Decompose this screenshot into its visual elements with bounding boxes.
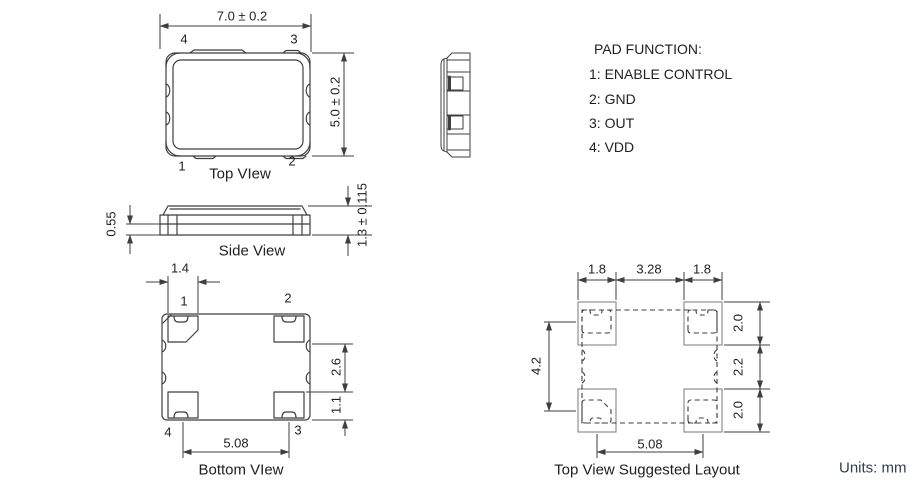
side-view-total-height-dimension: 1.3 ± 0.115 (354, 183, 370, 247)
pad-function-item-gnd: 2: GND (589, 91, 636, 107)
layout-center-span-y-dimension: 4.2 (528, 356, 544, 376)
top-view-width-dimension: 7.0 ± 0.2 (216, 8, 268, 24)
bottom-view-pad4-label: 4 (164, 424, 172, 440)
bottom-view-pad3-label: 3 (294, 422, 302, 438)
layout-land-pads (578, 302, 722, 432)
end-view-outline (441, 53, 470, 157)
top-view-pad1-label: 1 (178, 158, 186, 174)
pad-function-title: PAD FUNCTION: (594, 41, 702, 57)
top-view-height-dimension: 5.0 ± 0.2 (327, 76, 343, 128)
bottom-view-pad1-label: 1 (180, 293, 188, 309)
pad-function-item-vdd: 4: VDD (589, 139, 635, 155)
bottom-view-dimension-lines (146, 276, 353, 458)
layout-pad-width-right-dimension: 1.8 (692, 261, 712, 277)
top-view-pad3-label: 3 (290, 31, 298, 47)
pad-function-item-enable: 1: ENABLE CONTROL (589, 66, 733, 82)
layout-pad-gap-y-dimension: 2.2 (730, 357, 746, 377)
layout-center-span-x-dimension: 5.08 (637, 436, 663, 452)
bottom-view-outline (162, 314, 310, 420)
layout-pad-width-left-dimension: 1.8 (587, 261, 607, 277)
layout-pad-height-bottom-dimension: 2.0 (730, 400, 746, 420)
side-view-title: Side View (218, 242, 286, 260)
side-view-pad-thickness-dimension: 0.55 (103, 211, 119, 237)
top-view-title: Top VIew (209, 165, 271, 183)
bottom-view-pad-height-dimension: 1.1 (328, 395, 344, 415)
pad-function-item-out: 3: OUT (589, 115, 635, 131)
bottom-view-pad2-label: 2 (284, 290, 292, 306)
layout-pad-height-top-dimension: 2.0 (730, 313, 746, 333)
layout-component-dashed-outline (582, 310, 717, 423)
bottom-view-pad-width-dimension: 1.4 (170, 260, 190, 276)
top-view-pad4-label: 4 (180, 31, 188, 47)
units-note: Units: mm (839, 459, 907, 477)
bottom-view-pad-gap-dimension: 2.6 (328, 357, 344, 377)
side-view-outline (160, 206, 310, 235)
bottom-view-title: Bottom VIew (198, 461, 284, 479)
top-view-pad2-label: 2 (288, 153, 296, 169)
top-view-outline (166, 50, 310, 159)
layout-view-title: Top View Suggested Layout (554, 461, 740, 479)
layout-pad-gap-x-dimension: 3.28 (636, 261, 662, 277)
top-view-dimension-lines (160, 14, 354, 156)
bottom-view-pad-span-dimension: 5.08 (223, 435, 249, 451)
